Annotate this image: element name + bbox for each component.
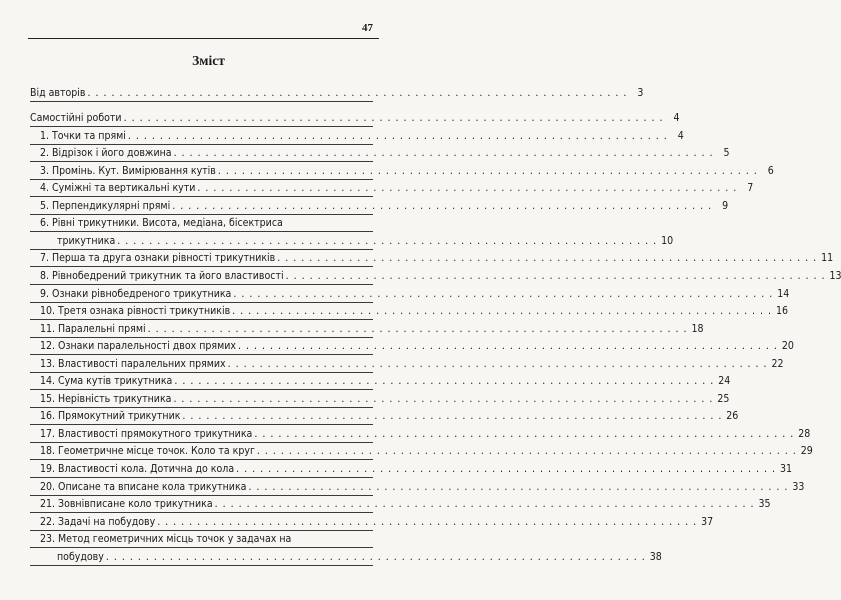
page-title: Зміст <box>192 53 225 68</box>
toc-entry-page: 24 <box>718 375 731 388</box>
toc-entry-page: 6 <box>767 164 774 177</box>
dot-leader <box>128 129 668 143</box>
toc-entry <box>30 145 730 163</box>
toc-entry <box>30 390 730 408</box>
toc-entry-label: 6. Рівні трикутники. Висота, медіана, бісектриса <box>40 217 283 230</box>
toc-entry-page: 4 <box>673 112 680 125</box>
toc-entry-page: 22 <box>771 357 784 370</box>
toc-entry <box>30 180 754 198</box>
toc-entry <box>30 285 790 303</box>
toc-entry-label: 18. Геометричне місце точок. Коло та круг <box>40 445 255 458</box>
toc-entry-page: 37 <box>701 515 714 528</box>
dot-leader <box>277 251 817 265</box>
toc-entry-label: 19. Властивості кола. Дотична до кола <box>40 463 235 476</box>
toc-entry-label: 12. Ознаки паралельності двох прямих <box>40 340 236 353</box>
toc-entry-label: 3. Промінь. Кут. Вимірювання кутів <box>40 164 216 177</box>
table-of-contents <box>30 84 841 566</box>
toc-entry <box>30 460 793 478</box>
toc-entry-page: 28 <box>798 427 811 440</box>
toc-entry-page: 10 <box>661 234 674 247</box>
dot-leader <box>157 515 697 529</box>
toc-entry-label: Від авторів <box>30 86 86 99</box>
dot-leader <box>248 480 788 494</box>
toc-entry <box>30 373 731 391</box>
toc-entry <box>30 338 794 356</box>
dot-leader <box>218 164 758 178</box>
toc-entry-label: 7. Перша та друга ознаки рівності трикутників <box>40 252 276 265</box>
toc-entry-label: 16. Прямокутний трикутник <box>40 410 181 423</box>
toc-entry <box>30 408 739 426</box>
toc-entry <box>30 267 841 285</box>
dot-leader <box>182 409 722 423</box>
toc-entry <box>30 197 729 215</box>
toc-entry-page: 38 <box>649 550 662 563</box>
toc-entry-label: 2. Відрізок і його довжина <box>40 147 172 160</box>
toc-entry <box>30 496 771 514</box>
dot-leader <box>148 322 688 336</box>
dot-leader <box>233 287 773 301</box>
toc-entry-page: 4 <box>677 129 684 142</box>
toc-entry-page: 26 <box>726 410 739 423</box>
toc-entry-label: 17. Властивості прямокутного трикутника <box>40 427 253 440</box>
dot-leader <box>238 339 778 353</box>
toc-entry-label: Самостійні роботи <box>30 112 122 125</box>
toc-entry-label: 20. Описане та вписане кола трикутника <box>40 480 247 493</box>
toc-entry-label: 9. Ознаки рівнобедреного трикутника <box>40 287 232 300</box>
toc-entry-page: 3 <box>637 86 644 99</box>
toc-entry-label: 21. Зовнівписане коло трикутника <box>40 498 213 511</box>
toc-entry-label: 11. Паралельні прямі <box>40 322 146 335</box>
toc-entry-label: 1. Точки та прямі <box>40 129 126 142</box>
toc-entry <box>30 443 813 461</box>
toc-entry <box>30 425 811 443</box>
dot-leader <box>236 462 776 476</box>
toc-entry-page: 13 <box>829 270 841 283</box>
toc-entry-page: 29 <box>800 445 813 458</box>
toc-entry-label: 10. Третя ознака рівності трикутників <box>40 305 231 318</box>
toc-entry-page: 11 <box>821 252 834 265</box>
toc-entry-label: побудову <box>57 550 104 563</box>
toc-entry <box>30 478 805 496</box>
toc-entry-page: 31 <box>779 463 793 476</box>
dot-leader <box>286 269 826 283</box>
toc-entry-page: 16 <box>776 305 789 318</box>
dot-leader <box>228 357 768 371</box>
toc-entry <box>30 303 789 321</box>
toc-entry <box>30 127 684 145</box>
toc-entry <box>30 320 704 338</box>
toc-entry-page: 33 <box>792 480 805 493</box>
toc-entry-continuation <box>30 548 662 566</box>
toc-entry-label: 14. Сума кутів трикутника <box>40 375 173 388</box>
dot-leader <box>254 427 794 441</box>
top-rule <box>28 38 379 39</box>
toc-entry-page: 7 <box>747 182 754 195</box>
toc-entry <box>30 531 373 549</box>
toc-entry-page: 20 <box>781 340 794 353</box>
toc-entry-continuation <box>30 232 674 250</box>
dot-leader <box>232 304 772 318</box>
dot-leader <box>215 497 755 511</box>
dot-leader <box>257 444 797 458</box>
toc-entry-page: 5 <box>723 147 730 160</box>
toc-entry-label: 23. Метод геометричних місць точок у задачах на <box>40 533 292 546</box>
toc-section <box>30 110 680 128</box>
dot-leader <box>172 199 712 213</box>
toc-section <box>30 84 644 102</box>
toc-entry-page: 14 <box>777 287 790 300</box>
toc-entry <box>30 513 714 531</box>
dot-leader <box>106 550 646 564</box>
toc-entry-page: 25 <box>717 392 730 405</box>
toc-entry <box>30 162 774 180</box>
toc-entry <box>30 355 784 373</box>
toc-entry-label: 22. Задачі на побудову <box>40 515 156 528</box>
dot-leader <box>87 86 627 100</box>
spacer <box>30 102 373 110</box>
toc-entry-page: 35 <box>758 498 771 511</box>
dot-leader <box>124 111 664 125</box>
toc-entry <box>30 215 373 233</box>
toc-entry-label: 8. Рівнобедрений трикутник та його властивості <box>40 270 284 283</box>
toc-entry-label: 5. Перпендикулярні прямі <box>40 199 171 212</box>
toc-entry-label: трикутника <box>57 234 116 247</box>
toc-entry <box>30 250 834 268</box>
page-number: 47 <box>362 22 373 34</box>
dot-leader <box>117 234 657 248</box>
dot-leader <box>197 181 737 195</box>
toc-entry-page: 9 <box>722 199 729 212</box>
dot-leader <box>174 374 714 388</box>
dot-leader <box>174 146 714 160</box>
dot-leader <box>173 392 713 406</box>
toc-entry-label: 4. Суміжні та вертикальні кути <box>40 182 196 195</box>
toc-entry-label: 15. Нерівність трикутника <box>40 392 172 405</box>
toc-entry-label: 13. Властивості паралельних прямих <box>40 357 226 370</box>
toc-entry-page: 18 <box>691 322 704 335</box>
